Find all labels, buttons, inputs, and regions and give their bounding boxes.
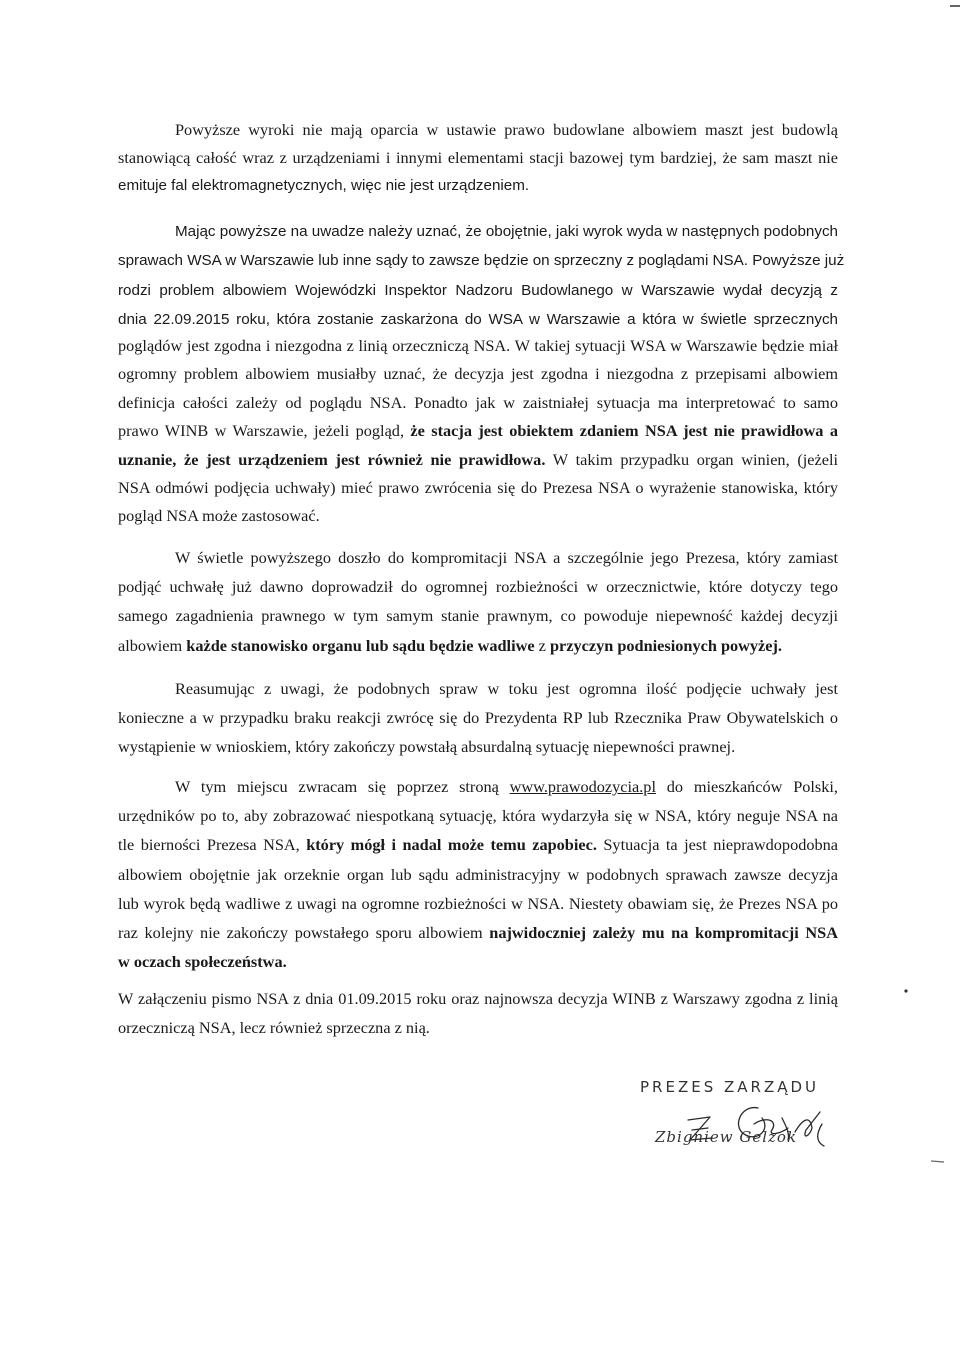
- paragraph-5: [118, 772, 838, 976]
- text-run: albowiem: [118, 635, 187, 655]
- text-line: NSA odmówi podjęcia uchwały) mieć prawo zwrócenia się do Prezesa NSA o wyrażenie stanowiska, który: [118, 478, 838, 498]
- text-line: [118, 918, 838, 947]
- text-run: Sytuacja ta jest nieprawdopodobna: [596, 835, 839, 855]
- bold-text: każde stanowisko organu lub sądu będzie wadliwe: [186, 635, 535, 655]
- text-line: [118, 417, 838, 445]
- text-run: z: [534, 635, 550, 655]
- handwritten-signature: [670, 1090, 840, 1160]
- text-run: prawo WINB w Warszawie, jeżeli pogląd,: [118, 421, 411, 441]
- text-line: [118, 947, 838, 976]
- text-line: [118, 772, 838, 801]
- bold-text: w oczach społeczeństwa.: [118, 952, 287, 972]
- text-line: [118, 830, 838, 859]
- paragraph-3: [118, 543, 838, 660]
- bold-text: przyczyn podniesionych powyżej.: [549, 635, 782, 655]
- text-line: albowiem obojętnie jak orzeknie organ lub sądu administracyjny w podobnych sprawach zawsze decyzja: [118, 864, 838, 884]
- text-line: dnia 22.09.2015 roku, która zostanie zaskarżona do WSA w Warszawie a która w świetle sprzecznych: [118, 310, 838, 328]
- bold-text: najwidoczniej zależy mu na kompromitacji NSA: [489, 923, 838, 943]
- text-line: stanowiącą całość wraz z urządzeniami i innymi elementami stacji bazowej tym bardziej, że sam maszt nie: [118, 148, 838, 168]
- text-line: lub wyrok będą wadliwe z uwagi na ogromne rozbieżności w NSA. Niestety obawiam się, że Prezes NSA po: [118, 893, 838, 913]
- text-line: orzeczniczą NSA, lecz również sprzeczna z nią.: [118, 1017, 430, 1037]
- text-run: W takim przypadku organ winien, (jeżeli: [545, 449, 839, 469]
- bold-text: uznanie, że jest urządzeniem jest również nie prawidłowa.: [118, 449, 546, 469]
- paragraph-2: [118, 217, 845, 334]
- text-line: [118, 631, 838, 660]
- text-line: Mając powyższe na uwadze należy uznać, że obojętnie, jaki wyrok wyda w następnych podobnych: [175, 223, 838, 240]
- text-line: wystąpienie w wnioskiem, który zakończy powstałą absurdalną sytuację niepewności prawnej.: [118, 736, 736, 756]
- text-line: podjąć uchwałę już dawno doprowadził do ogromnej rozbieżności w orzecznictwie, które dotyczy tego: [118, 577, 838, 597]
- text-line: urzędników po to, aby zobrazować niespotkaną sytuację, która wydarzyła się w NSA, który neguje NSA na: [118, 806, 838, 826]
- text-line: Powyższe wyroki nie mają oparcia w ustawie prawo budowlane albowiem maszt jest budowlą: [175, 120, 838, 139]
- website-link[interactable]: www.prawodozycia.pl: [509, 777, 656, 796]
- text-run: do mieszkańców Polski,: [655, 777, 838, 796]
- text-run: raz kolejny nie zakończy powstałego sporu albowiem: [118, 923, 490, 943]
- text-line: definicja całości zależy od poglądu NSA. Ponadto jak w zaistniałej sytuacja ma interpretować to samo: [118, 392, 838, 412]
- paragraph-6: [118, 985, 838, 1042]
- text-line: emituje fal elektromagnetycznych, więc nie jest urządzeniem.: [118, 177, 530, 195]
- paragraph-1: [118, 116, 838, 201]
- paragraph-2-continued: [118, 332, 838, 531]
- bold-text: który mógł i nadal może temu zapobiec.: [306, 835, 597, 855]
- text-run: tle bierności Prezesa NSA,: [118, 835, 307, 855]
- text-line: W świetle powyższego doszło do kompromitacji NSA a szczególnie jego Prezesa, który zamiast: [175, 548, 838, 567]
- bold-text: że stacja jest obiektem zdaniem NSA jest nie prawidłowa a: [410, 421, 838, 441]
- text-run: W tym miejscu zwracam się poprzez stroną: [175, 777, 510, 796]
- paragraph-4: [118, 675, 838, 761]
- text-line: samego zagadnienia prawnego w tym samym stanie prawnym, co powoduje niepewność każdej decyzji: [118, 606, 838, 626]
- text-line: poglądów jest zgodna i niezgodna z linią orzeczniczą NSA. W takiej sytuacji WSA w Warszawie będzie miał: [118, 336, 838, 355]
- stamp-title: PREZES ZARZĄDU: [640, 1078, 820, 1096]
- text-line: pogląd NSA może zastosować.: [118, 506, 320, 526]
- scan-dot: [903, 988, 909, 994]
- text-line: Reasumując z uwagi, że podobnych spraw w toku jest ogromna ilość podjęcie uchwały jest: [175, 679, 838, 698]
- scan-dash: [930, 1158, 946, 1164]
- scan-edge-mark: [950, 4, 960, 8]
- text-line: [118, 446, 838, 474]
- text-line: konieczne a w przypadku braku reakcji zwrócę się do Prezydenta RP lub Rzecznika Praw Obywatelskich o: [118, 707, 838, 727]
- text-line: sprawach WSA w Warszawie lub inne sądy to zawsze będzie on sprzeczny z poglądami NSA. Powyższe już: [118, 252, 845, 270]
- text-line: rodzi problem albowiem Wojewódzki Inspektor Nadzoru Budowlanego w Warszawie wydał decyzją z: [118, 281, 838, 299]
- stamp-name: Zbigniew Gelzok: [655, 1128, 798, 1146]
- text-line: ogromny problem albowiem musiałby uznać, że decyzja jest zgodna i niezgodna z przepisami albowiem: [118, 364, 838, 384]
- text-line: W załączeniu pismo NSA z dnia 01.09.2015 roku oraz najnowsza decyzja WINB z Warszawy zgodna z linią: [118, 989, 838, 1008]
